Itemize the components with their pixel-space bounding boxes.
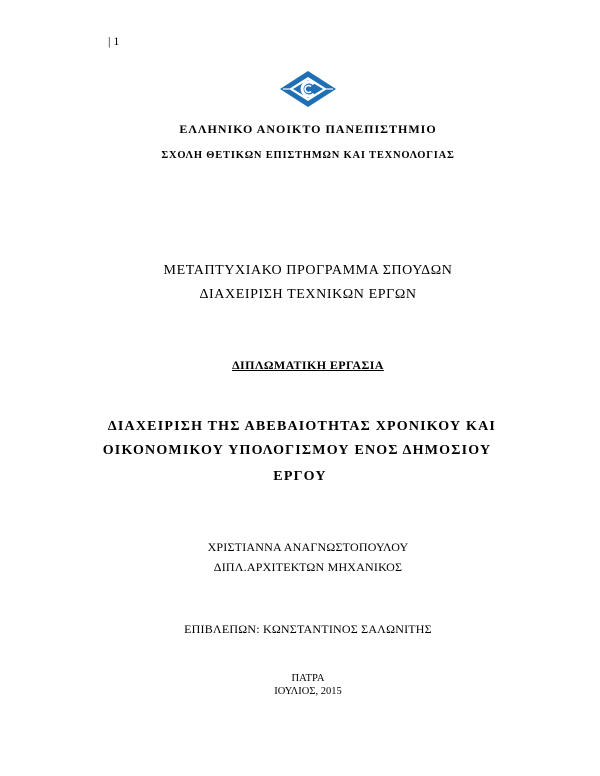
author-title: ΔΙΠΛ.ΑΡΧΙΤΕΚΤΩΝ ΜΗΧΑΝΙΚΟΣ (213, 560, 403, 574)
thesis-title-line-3: ΕΡΓΟΥ (273, 469, 327, 484)
city: ΠΑΤΡΑ (291, 673, 325, 684)
thesis-title-line-1: ΔΙΑΧΕΙΡΙΣΗ ΤΗΣ ΑΒΕΒΑΙΟΤΗΤΑΣ ΧΡΟΝΙΚΟΥ ΚΑΙ (107, 419, 497, 434)
author-name: ΧΡΙΣΤΙΑΝΝΑ ΑΝΑΓΝΩΣΤΟΠΟΥΛΟΥ (207, 540, 409, 554)
thesis-title-line-2: ΟΙΚΟΝΟΜΙΚΟΥ ΥΠΟΛΟΓΙΣΜΟΥ ΕΝΟΣ ΔΗΜΟΣΙΟΥ (102, 443, 492, 458)
program-title: ΜΕΤΑΠΤΥΧΙΑΚΟ ΠΡΟΓΡΑΜΜΑ ΣΠΟΥΔΩΝ (163, 263, 453, 278)
thesis-label: ΔΙΠΛΩΜΑΤΙΚΗ ΕΡΓΑΣΙΑ (232, 358, 384, 372)
page-number: | 1 (108, 34, 120, 48)
school-name: ΣΧΟΛΗ ΘΕΤΙΚΩΝ ΕΠΙΣΤΗΜΩΝ ΚΑΙ ΤΕΧΝΟΛΟΓΙΑΣ (161, 150, 455, 161)
university-name: ΕΛΛΗΝΙΚΟ ΑΝΟΙΚΤΟ ΠΑΝΕΠΙΣΤΗΜΙΟ (179, 122, 437, 136)
date: ΙΟΥΛΙΟΣ, 2015 (274, 686, 342, 697)
program-name: ΔΙΑΧΕΙΡΙΣΗ ΤΕΧΝΙΚΩΝ ΕΡΓΩΝ (199, 287, 417, 302)
university-logo-icon (279, 70, 337, 108)
supervisor: ΕΠΙΒΛΕΠΩΝ: ΚΩΝΣΤΑΝΤΙΝΟΣ ΣΑΛΩΝΙΤΗΣ (184, 622, 432, 636)
